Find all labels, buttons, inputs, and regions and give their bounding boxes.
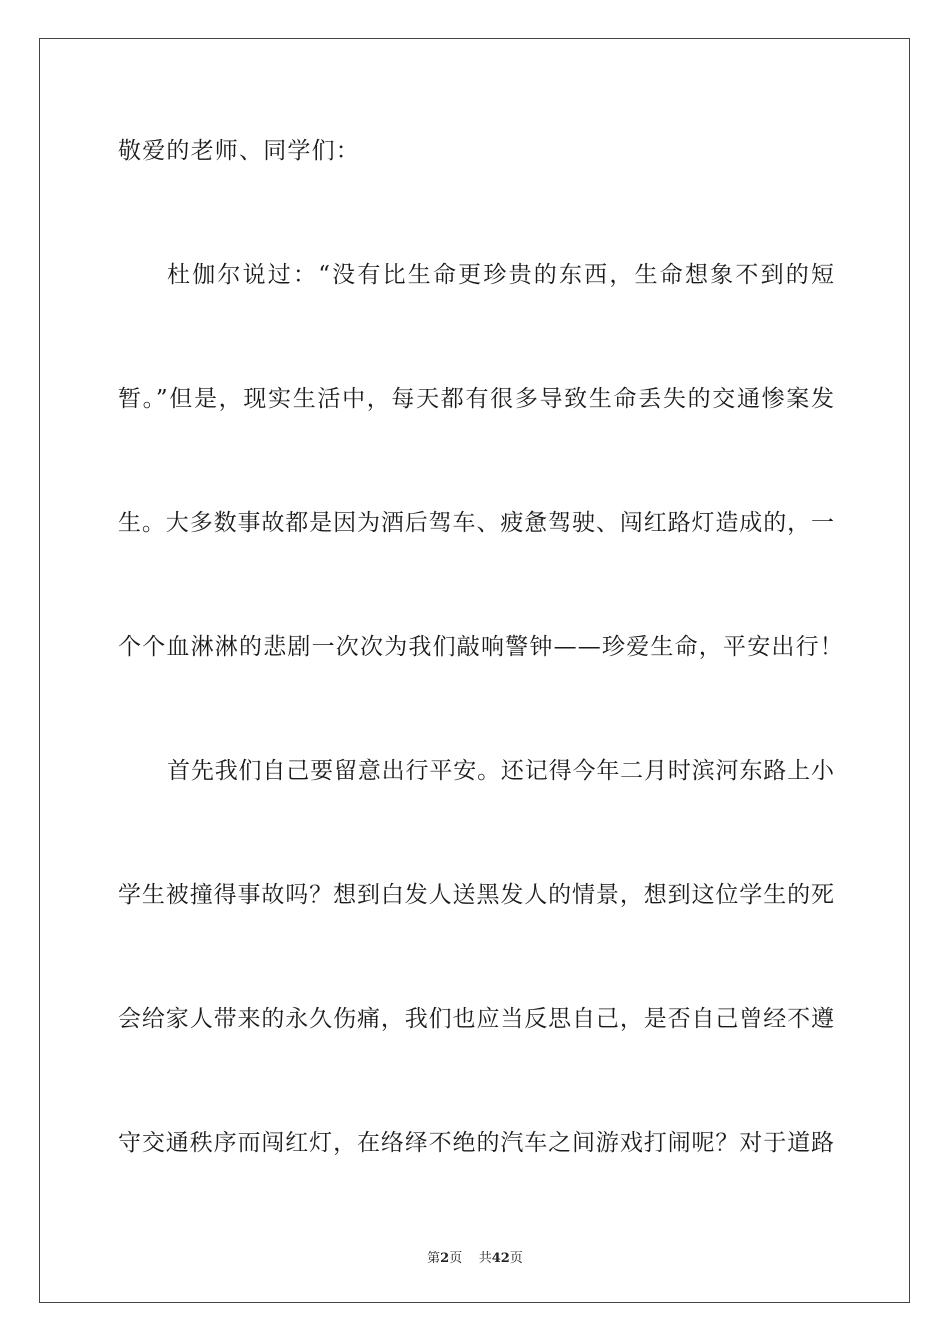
- paragraph-1-line-3: 生。大多数事故都是因为酒后驾车、疲惫驾驶、闯红路灯造成的，一: [118, 510, 834, 536]
- paragraph-2-line-2: 学生被撞得事故吗？想到白发人送黑发人的情景，想到这位学生的死: [118, 882, 834, 908]
- total-label-prefix: 共: [478, 1251, 492, 1266]
- paragraph-1-line-1: 杜伽尔说过：“没有比生命更珍贵的东西，生命想象不到的短: [167, 262, 834, 288]
- total-label-suffix: 页: [509, 1251, 523, 1266]
- page-number: 2: [440, 1251, 450, 1266]
- page-label-suffix: 页: [449, 1251, 463, 1266]
- page-footer: [0, 1247, 950, 1266]
- paragraph-2-line-4: 守交通秩序而闯红灯，在络绎不绝的汽车之间游戏打闹呢？对于道路: [118, 1130, 834, 1156]
- paragraph-1-line-4: 个个血淋淋的悲剧一次次为我们敲响警钟——珍爱生命，平安出行！: [118, 634, 844, 660]
- salutation-line: 敬爱的老师、同学们：: [118, 138, 360, 164]
- paragraph-1-line-2: 暂。”但是，现实生活中，每天都有很多导致生命丢失的交通惨案发: [118, 386, 834, 412]
- page-border: [39, 38, 910, 1303]
- paragraph-2-line-3: 会给家人带来的永久伤痛，我们也应当反思自己，是否自己曾经不遵: [118, 1006, 834, 1032]
- page-label-prefix: 第: [427, 1251, 441, 1266]
- total-pages: 42: [491, 1251, 510, 1266]
- paragraph-2-line-1: 首先我们自己要留意出行平安。还记得今年二月时滨河东路上小: [167, 758, 834, 784]
